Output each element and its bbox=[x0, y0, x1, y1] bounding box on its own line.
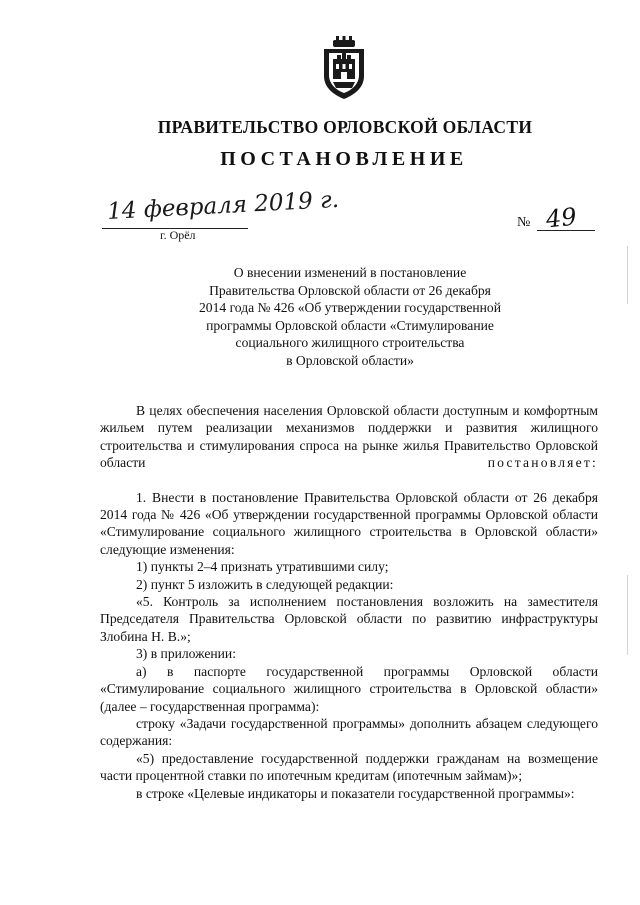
subject-line: 2014 года № 426 «Об утверждении государственной bbox=[198, 300, 501, 316]
preamble-paragraph bbox=[100, 402, 598, 472]
coat-of-arms-icon bbox=[321, 36, 367, 100]
city: г. Орёл bbox=[160, 228, 196, 242]
scan-artifact bbox=[627, 575, 628, 655]
quoted-paragraph: «5. Контроль за исполнением постановления возложить на заместителя Председателя Правительства Орловской области по развитию инфраструктуры Злобина Н. В.»; bbox=[100, 594, 598, 644]
scan-artifact bbox=[627, 246, 628, 304]
paragraph: в строке «Целевые индикаторы и показатели государственной программы»: bbox=[136, 785, 575, 801]
document-number: 49 bbox=[544, 202, 578, 234]
list-item: 1) пункты 2–4 признать утратившими силу; bbox=[136, 559, 389, 575]
subject-line: в Орловской области» bbox=[286, 352, 414, 368]
subject-line: программы Орловской области «Стимулирование bbox=[206, 317, 494, 333]
subject-line: О внесении изменений в постановление bbox=[233, 265, 467, 280]
subparagraph: а) в паспорте государственной программы Орловской области «Стимулирование социального жилищного строительства в Орловской области» (далее – государственная программа): bbox=[100, 663, 598, 714]
preamble-text: В целях обеспечения населения Орловской области доступным и комфортным жильем путем реализации механизмов поддержки и развития жилищного строительства и стимулирования спроса на рынке жилья Правительство Орловской области bbox=[100, 403, 598, 471]
number-label: № bbox=[517, 215, 531, 230]
subject-line: Правительства Орловской области от 26 декабря bbox=[209, 282, 491, 298]
document-body bbox=[100, 402, 598, 802]
list-item: 2) пункт 5 изложить в следующей редакции: bbox=[136, 576, 394, 592]
paragraph: строку «Задачи государственной программы» дополнить абзацем следующего содержания: bbox=[100, 715, 598, 749]
quoted-paragraph: «5) предоставление государственной поддержки гражданам на возмещение части процентной ставки по ипотечным кредитам (ипотечным займам)»; bbox=[100, 750, 598, 784]
document-subject bbox=[152, 264, 548, 370]
document-date: 14 февраля 2019 г. bbox=[106, 186, 340, 225]
government-title: ПРАВИТЕЛЬСТВО ОРЛОВСКОЙ ОБЛАСТИ bbox=[157, 117, 533, 137]
paragraph-1: 1. Внести в постановление Правительства Орловской области от 26 декабря 2014 года № 426 «Об утверждении государственной программы Орловской области «Стимулирование социального жилищного строительства в Орловской области» следующие изменения: bbox=[100, 489, 598, 557]
list-item: 3) в приложении: bbox=[136, 646, 236, 662]
preamble-verb: постановляет: bbox=[487, 455, 598, 471]
number-underline bbox=[537, 230, 595, 231]
subject-line: социального жилищного строительства bbox=[235, 335, 465, 351]
document-type: ПОСТАНОВЛЕНИЕ bbox=[220, 148, 468, 170]
